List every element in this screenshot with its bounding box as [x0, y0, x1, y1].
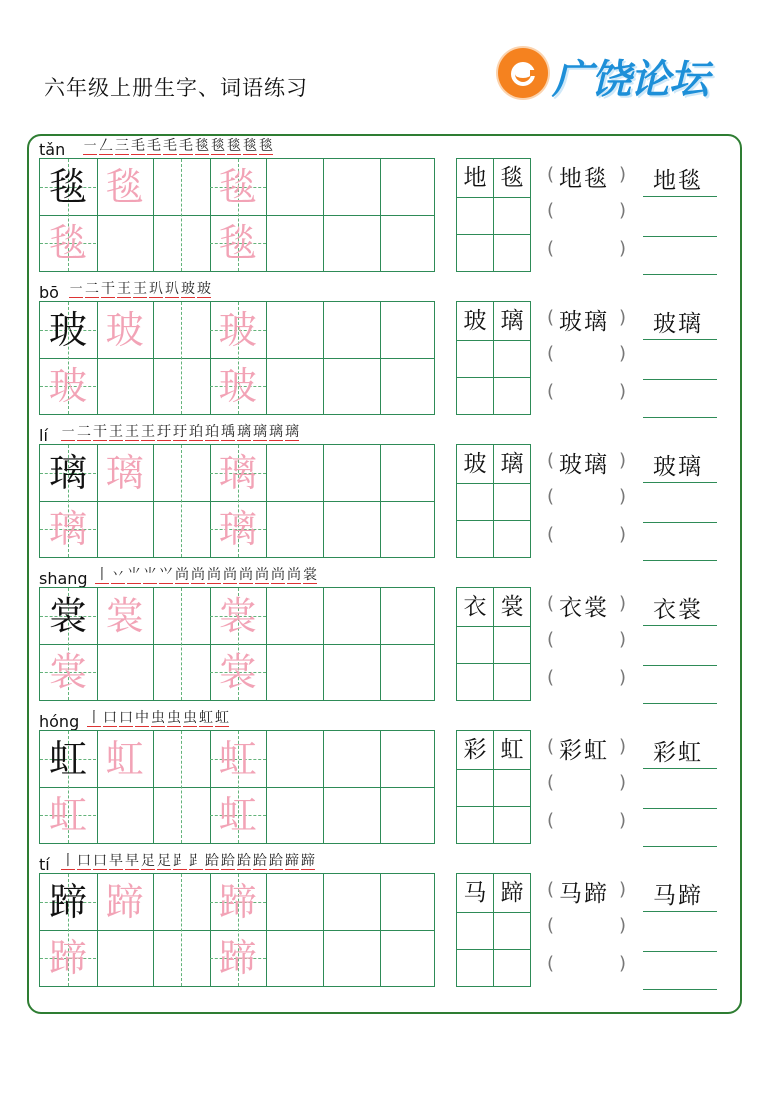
stroke-step: 虫	[151, 710, 165, 726]
model-character: 裳	[48, 594, 87, 638]
stroke-step: 毛	[147, 138, 161, 154]
pinyin-label: tǎn	[39, 140, 66, 159]
lined-word: 玻璃	[653, 454, 703, 480]
model-character: 蹄	[48, 880, 87, 924]
stroke-step: 丨	[87, 710, 101, 726]
stroke-step: 𧾷	[173, 853, 187, 869]
writing-line	[643, 808, 717, 809]
stroke-step: 尚	[207, 567, 221, 583]
pinyin-label: lí	[39, 426, 48, 445]
writing-line	[643, 379, 717, 380]
open-paren: (	[547, 164, 555, 185]
word-char: 裳	[500, 594, 524, 620]
open-paren: (	[547, 343, 555, 364]
stroke-step: 尚	[271, 567, 285, 583]
stroke-step: 璃	[285, 424, 299, 440]
writing-line	[643, 768, 717, 769]
stroke-step: 玻	[197, 281, 211, 297]
stroke-step: ㇐	[69, 281, 83, 297]
stroke-step: 玗	[157, 424, 171, 440]
stroke-step: 二	[77, 424, 91, 440]
word-grid	[456, 444, 531, 558]
word-char: 蹄	[500, 880, 524, 906]
practice-entry	[0, 422, 780, 565]
stroke-step: 丨	[61, 853, 75, 869]
stroke-step: 跲	[237, 853, 251, 869]
word-char: 马	[463, 880, 487, 906]
stroke-step: 毛	[179, 138, 193, 154]
model-character: 毯	[48, 165, 87, 209]
open-paren: (	[547, 629, 555, 650]
close-paren: )	[619, 200, 627, 221]
stroke-step: 蹄	[285, 853, 299, 869]
open-paren: (	[547, 307, 555, 328]
word-grid	[456, 158, 531, 272]
pinyin-label: tí	[39, 855, 50, 874]
stroke-step: ⺍	[159, 567, 173, 583]
word-grid	[456, 873, 531, 987]
logo-text: 广饶论坛	[552, 57, 708, 103]
stroke-step: ㇐	[83, 138, 97, 154]
stroke-step: 璃	[253, 424, 267, 440]
practice-entry	[0, 279, 780, 422]
close-paren: )	[619, 953, 627, 974]
trace-character: 裳	[105, 594, 144, 638]
trace-character: 毯	[48, 221, 87, 265]
open-paren: (	[547, 736, 555, 757]
stroke-step: 干	[101, 281, 115, 297]
writing-line	[643, 665, 717, 666]
lined-word: 衣裳	[653, 597, 703, 623]
word-grid	[456, 730, 531, 844]
writing-line	[643, 951, 717, 952]
stroke-step: 跲	[205, 853, 219, 869]
stroke-step: 毯	[211, 138, 225, 154]
writing-grid	[39, 444, 435, 558]
trace-character: 玻	[218, 364, 257, 408]
stroke-step: 玐	[165, 281, 179, 297]
trace-character: 蹄	[48, 936, 87, 980]
model-character: 璃	[48, 451, 87, 495]
word-char: 地	[463, 165, 487, 191]
close-paren: )	[619, 736, 627, 757]
close-paren: )	[619, 593, 627, 614]
trace-character: 玻	[218, 308, 257, 352]
stroke-step: 𧾷	[189, 853, 203, 869]
stroke-order	[95, 567, 317, 584]
close-paren: )	[619, 915, 627, 936]
close-paren: )	[619, 772, 627, 793]
trace-character: 璃	[218, 451, 257, 495]
stroke-step: 蹄	[301, 853, 315, 869]
lined-word: 地毯	[653, 168, 703, 194]
pinyin-label: shang	[39, 569, 88, 588]
smiley-logo-icon	[498, 48, 548, 98]
stroke-step: 裳	[303, 567, 317, 583]
stroke-step: ⺌	[143, 567, 157, 583]
stroke-step: 尚	[175, 567, 189, 583]
stroke-step: 璃	[269, 424, 283, 440]
stroke-step: 虫	[167, 710, 181, 726]
trace-character: 璃	[48, 507, 87, 551]
trace-character: 璃	[105, 451, 144, 495]
writing-line	[643, 236, 717, 237]
close-paren: )	[619, 667, 627, 688]
stroke-order	[61, 853, 315, 870]
stroke-step: ㇐	[61, 424, 75, 440]
close-paren: )	[619, 879, 627, 900]
close-paren: )	[619, 164, 627, 185]
trace-character: 蹄	[105, 880, 144, 924]
close-paren: )	[619, 381, 627, 402]
open-paren: (	[547, 238, 555, 259]
model-character: 虹	[48, 737, 87, 781]
open-paren: (	[547, 593, 555, 614]
trace-character: 裳	[218, 650, 257, 694]
stroke-step: 珀	[205, 424, 219, 440]
stroke-step: 早	[109, 853, 123, 869]
close-paren: )	[619, 343, 627, 364]
stroke-step: 虹	[215, 710, 229, 726]
practice-entry	[0, 136, 780, 279]
stroke-step: 中	[135, 710, 149, 726]
trace-character: 裳	[48, 650, 87, 694]
pinyin-word: 衣裳	[559, 595, 609, 621]
writing-grid	[39, 730, 435, 844]
model-character: 玻	[48, 308, 87, 352]
open-paren: (	[547, 810, 555, 831]
site-logo	[498, 46, 728, 102]
lined-word: 马蹄	[653, 883, 703, 909]
pinyin-word: 玻璃	[559, 452, 609, 478]
trace-character: 毯	[105, 165, 144, 209]
stroke-step: 跲	[269, 853, 283, 869]
stroke-step: 王	[109, 424, 123, 440]
trace-character: 毯	[218, 221, 257, 265]
trace-character: 裳	[218, 594, 257, 638]
trace-character: 虹	[218, 793, 257, 837]
pinyin-word: 马蹄	[559, 881, 609, 907]
stroke-step: 玗	[173, 424, 187, 440]
writing-grid	[39, 587, 435, 701]
stroke-step: 虫	[183, 710, 197, 726]
stroke-step: 二	[85, 281, 99, 297]
open-paren: (	[547, 524, 555, 545]
stroke-step: 玻	[181, 281, 195, 297]
stroke-step: 口	[77, 853, 91, 869]
stroke-step: 足	[157, 853, 171, 869]
word-char: 衣	[463, 594, 487, 620]
stroke-step: 丷	[111, 567, 125, 583]
stroke-order	[61, 424, 299, 441]
writing-line	[643, 703, 717, 704]
stroke-step: 口	[119, 710, 133, 726]
page-title: 六年级上册生字、词语练习	[44, 76, 308, 100]
trace-character: 蹄	[218, 936, 257, 980]
close-paren: )	[619, 486, 627, 507]
word-char: 玻	[463, 308, 487, 334]
practice-entry	[0, 851, 780, 994]
stroke-step: 足	[141, 853, 155, 869]
stroke-step: 跲	[221, 853, 235, 869]
stroke-order	[69, 281, 211, 298]
writing-line	[643, 625, 717, 626]
writing-line	[643, 339, 717, 340]
close-paren: )	[619, 450, 627, 471]
trace-character: 蹄	[218, 880, 257, 924]
word-char: 虹	[500, 737, 524, 763]
stroke-step: 虹	[199, 710, 213, 726]
word-char: 璃	[500, 308, 524, 334]
trace-character: 璃	[218, 507, 257, 551]
word-char: 毯	[500, 165, 524, 191]
stroke-step: 尚	[255, 567, 269, 583]
writing-grid	[39, 301, 435, 415]
stroke-step: 珀	[189, 424, 203, 440]
writing-line	[643, 274, 717, 275]
stroke-step: 玐	[149, 281, 163, 297]
stroke-step: 毛	[163, 138, 177, 154]
lined-word: 彩虹	[653, 740, 703, 766]
stroke-step: 瑀	[221, 424, 235, 440]
stroke-step: 毯	[243, 138, 257, 154]
open-paren: (	[547, 953, 555, 974]
practice-entry	[0, 708, 780, 851]
word-char: 玻	[463, 451, 487, 477]
open-paren: (	[547, 772, 555, 793]
close-paren: )	[619, 307, 627, 328]
stroke-step: 璃	[237, 424, 251, 440]
trace-character: 玻	[105, 308, 144, 352]
open-paren: (	[547, 879, 555, 900]
pinyin-label: hóng	[39, 712, 80, 731]
trace-character: 毯	[218, 165, 257, 209]
close-paren: )	[619, 629, 627, 650]
open-paren: (	[547, 381, 555, 402]
stroke-step: 𠃋	[99, 138, 113, 154]
open-paren: (	[547, 450, 555, 471]
trace-character: 虹	[105, 737, 144, 781]
stroke-step: 毯	[259, 138, 273, 154]
stroke-step: 毯	[195, 138, 209, 154]
stroke-step: 毛	[131, 138, 145, 154]
writing-line	[643, 560, 717, 561]
close-paren: )	[619, 810, 627, 831]
stroke-step: 尚	[287, 567, 301, 583]
stroke-order	[87, 710, 229, 727]
open-paren: (	[547, 486, 555, 507]
stroke-step: 尚	[223, 567, 237, 583]
word-char: 璃	[500, 451, 524, 477]
writing-line	[643, 196, 717, 197]
stroke-step: 口	[93, 853, 107, 869]
stroke-step: 三	[115, 138, 129, 154]
trace-character: 虹	[48, 793, 87, 837]
writing-line	[643, 522, 717, 523]
writing-grid	[39, 873, 435, 987]
writing-line	[643, 417, 717, 418]
stroke-step: 尚	[239, 567, 253, 583]
lined-word: 玻璃	[653, 311, 703, 337]
stroke-step: 王	[117, 281, 131, 297]
stroke-step: 跲	[253, 853, 267, 869]
word-char: 彩	[463, 737, 487, 763]
writing-line	[643, 911, 717, 912]
stroke-order	[83, 138, 273, 155]
pinyin-word: 地毯	[559, 166, 609, 192]
stroke-step: 王	[125, 424, 139, 440]
stroke-step: 早	[125, 853, 139, 869]
trace-character: 玻	[48, 364, 87, 408]
stroke-step: 尚	[191, 567, 205, 583]
pinyin-word: 彩虹	[559, 738, 609, 764]
open-paren: (	[547, 200, 555, 221]
stroke-step: 干	[93, 424, 107, 440]
close-paren: )	[619, 524, 627, 545]
stroke-step: 丨	[95, 567, 109, 583]
pinyin-label: bō	[39, 283, 59, 302]
stroke-step: 王	[141, 424, 155, 440]
open-paren: (	[547, 915, 555, 936]
stroke-step: 王	[133, 281, 147, 297]
writing-grid	[39, 158, 435, 272]
word-grid	[456, 301, 531, 415]
writing-line	[643, 846, 717, 847]
pinyin-word: 玻璃	[559, 309, 609, 335]
word-grid	[456, 587, 531, 701]
stroke-step: 口	[103, 710, 117, 726]
stroke-step: ⺌	[127, 567, 141, 583]
stroke-step: 毯	[227, 138, 241, 154]
trace-character: 虹	[218, 737, 257, 781]
open-paren: (	[547, 667, 555, 688]
practice-entry	[0, 565, 780, 708]
close-paren: )	[619, 238, 627, 259]
writing-line	[643, 482, 717, 483]
writing-line	[643, 989, 717, 990]
